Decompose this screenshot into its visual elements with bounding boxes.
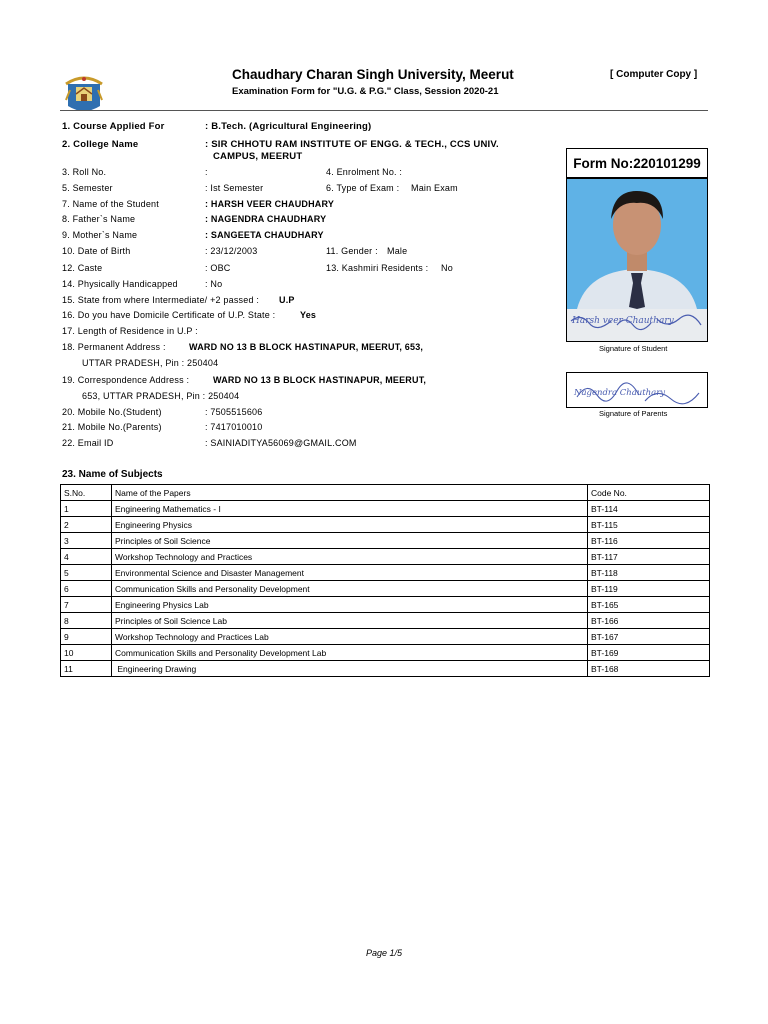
roll-value: :	[205, 167, 208, 177]
gender-label: 11. Gender :	[326, 246, 378, 256]
table-cell: 6	[61, 581, 112, 597]
enrolment-label: 4. Enrolment No. :	[326, 167, 403, 177]
gender-value: Male	[387, 246, 408, 256]
student-signature-caption: Signature of Student	[599, 344, 668, 353]
mother-name-value: : SANGEETA CHAUDHARY	[205, 230, 324, 240]
mobile-student-label: 20. Mobile No.(Student)	[62, 407, 162, 417]
table-cell: BT-167	[588, 629, 710, 645]
mobile-parents-label: 21. Mobile No.(Parents)	[62, 422, 162, 432]
table-cell: BT-116	[588, 533, 710, 549]
email-value: : SAINIADITYA56069@GMAIL.COM	[205, 438, 357, 448]
table-cell: Engineering Mathematics - I	[112, 501, 588, 517]
table-cell: 9	[61, 629, 112, 645]
student-signature: Harsh veer Chauthary	[572, 316, 674, 326]
table-cell: Workshop Technology and Practices Lab	[112, 629, 588, 645]
dob-label: 10. Date of Birth	[62, 246, 131, 256]
email-label: 22. Email ID	[62, 438, 114, 448]
residence-label: 17. Length of Residence in U.P :	[62, 326, 198, 336]
table-row	[61, 629, 710, 645]
father-name-value: : NAGENDRA CHAUDHARY	[205, 214, 327, 224]
domicile-value: Yes	[300, 310, 317, 320]
handicapped-label: 14. Physically Handicapped	[62, 279, 178, 289]
form-number: Form No:220101299	[566, 148, 708, 178]
table-header-cell: S.No.	[61, 485, 112, 501]
college-label: 2. College Name	[62, 139, 139, 150]
table-cell: 2	[61, 517, 112, 533]
course-value: : B.Tech. (Agricultural Engineering)	[205, 121, 372, 132]
table-cell: Principles of Soil Science Lab	[112, 613, 588, 629]
table-row	[61, 533, 710, 549]
kashmiri-label: 13. Kashmiri Residents :	[326, 263, 429, 273]
table-row	[61, 645, 710, 661]
exam-type-label: 6. Type of Exam :	[326, 183, 400, 193]
roll-label: 3. Roll No.	[62, 167, 107, 177]
dob-value: : 23/12/2003	[205, 246, 258, 256]
table-header-cell: Name of the Papers	[112, 485, 588, 501]
semester-value: : Ist Semester	[205, 183, 264, 193]
university-name: Chaudhary Charan Singh University, Meerut	[232, 67, 514, 82]
table-row	[61, 565, 710, 581]
course-label: 1. Course Applied For	[62, 121, 165, 132]
table-cell: 7	[61, 597, 112, 613]
table-row	[61, 661, 710, 677]
correspondence-address-label: 19. Correspondence Address :	[62, 375, 190, 385]
table-cell: BT-117	[588, 549, 710, 565]
table-cell: Communication Skills and Personality Development Lab	[112, 645, 588, 661]
table-header-cell: Code No.	[588, 485, 710, 501]
table-cell: 1	[61, 501, 112, 517]
permanent-address-value-line2: UTTAR PRADESH, Pin : 250404	[82, 358, 219, 368]
table-cell: 8	[61, 613, 112, 629]
table-row	[61, 613, 710, 629]
table-cell: 11	[61, 661, 112, 677]
exam-type-value: Main Exam	[411, 183, 458, 193]
table-cell: Workshop Technology and Practices	[112, 549, 588, 565]
table-cell: BT-118	[588, 565, 710, 581]
student-name-value: : HARSH VEER CHAUDHARY	[205, 199, 335, 209]
table-cell: 5	[61, 565, 112, 581]
header-divider	[60, 110, 708, 111]
mother-name-label: 9. Mother`s Name	[62, 230, 138, 240]
table-cell: BT-165	[588, 597, 710, 613]
parent-signature: Nagendra Chauthary	[574, 388, 666, 398]
table-row	[61, 501, 710, 517]
table-row	[61, 597, 710, 613]
permanent-address-label: 18. Permanent Address :	[62, 342, 166, 352]
caste-label: 12. Caste	[62, 263, 103, 273]
parent-signature-caption: Signature of Parents	[599, 409, 668, 418]
table-cell: Principles of Soil Science	[112, 533, 588, 549]
student-name-label: 7. Name of the Student	[62, 199, 159, 209]
table-cell: Communication Skills and Personality Development	[112, 581, 588, 597]
subjects-table	[60, 484, 710, 677]
semester-label: 5. Semester	[62, 183, 113, 193]
table-cell: BT-114	[588, 501, 710, 517]
computer-copy-label: [ Computer Copy ]	[610, 69, 698, 80]
permanent-address-value: WARD NO 13 B BLOCK HASTINAPUR, MEERUT, 653,	[189, 342, 424, 352]
college-value: : SIR CHHOTU RAM INSTITUTE OF ENGG. & TECH., CCS UNIV.	[205, 139, 499, 150]
table-cell: BT-166	[588, 613, 710, 629]
college-value-line2: CAMPUS, MEERUT	[213, 151, 303, 162]
table-cell: 4	[61, 549, 112, 565]
correspondence-address-value: WARD NO 13 B BLOCK HASTINAPUR, MEERUT,	[213, 375, 427, 385]
table-row	[61, 581, 710, 597]
state-value: U.P	[279, 295, 295, 305]
correspondence-address-value-line2: 653, UTTAR PRADESH, Pin : 250404	[82, 391, 240, 401]
table-cell: 3	[61, 533, 112, 549]
table-cell: BT-169	[588, 645, 710, 661]
table-cell: BT-115	[588, 517, 710, 533]
form-subtitle: Examination Form for "U.G. & P.G." Class, Session 2020-21	[232, 86, 499, 97]
page-number: Page 1/5	[365, 948, 403, 958]
table-cell: 10	[61, 645, 112, 661]
table-row	[61, 549, 710, 565]
subjects-title: 23. Name of Subjects	[62, 469, 163, 480]
table-cell: Engineering Physics Lab	[112, 597, 588, 613]
table-cell: BT-168	[588, 661, 710, 677]
mobile-student-value: : 7505515606	[205, 407, 263, 417]
table-cell: BT-119	[588, 581, 710, 597]
handicapped-value: : No	[205, 279, 223, 289]
table-header-row	[61, 485, 710, 501]
table-row	[61, 517, 710, 533]
kashmiri-value: No	[441, 263, 453, 273]
caste-value: : OBC	[205, 263, 231, 273]
mobile-parents-value: : 7417010010	[205, 422, 263, 432]
domicile-label: 16. Do you have Domicile Certificate of U.P. State :	[62, 310, 276, 320]
state-label: 15. State from where Intermediate/ +2 passed :	[62, 295, 260, 305]
father-name-label: 8. Father`s Name	[62, 214, 136, 224]
table-cell: Environmental Science and Disaster Management	[112, 565, 588, 581]
table-cell: Engineering Physics	[112, 517, 588, 533]
table-cell: Engineering Drawing	[112, 661, 588, 677]
